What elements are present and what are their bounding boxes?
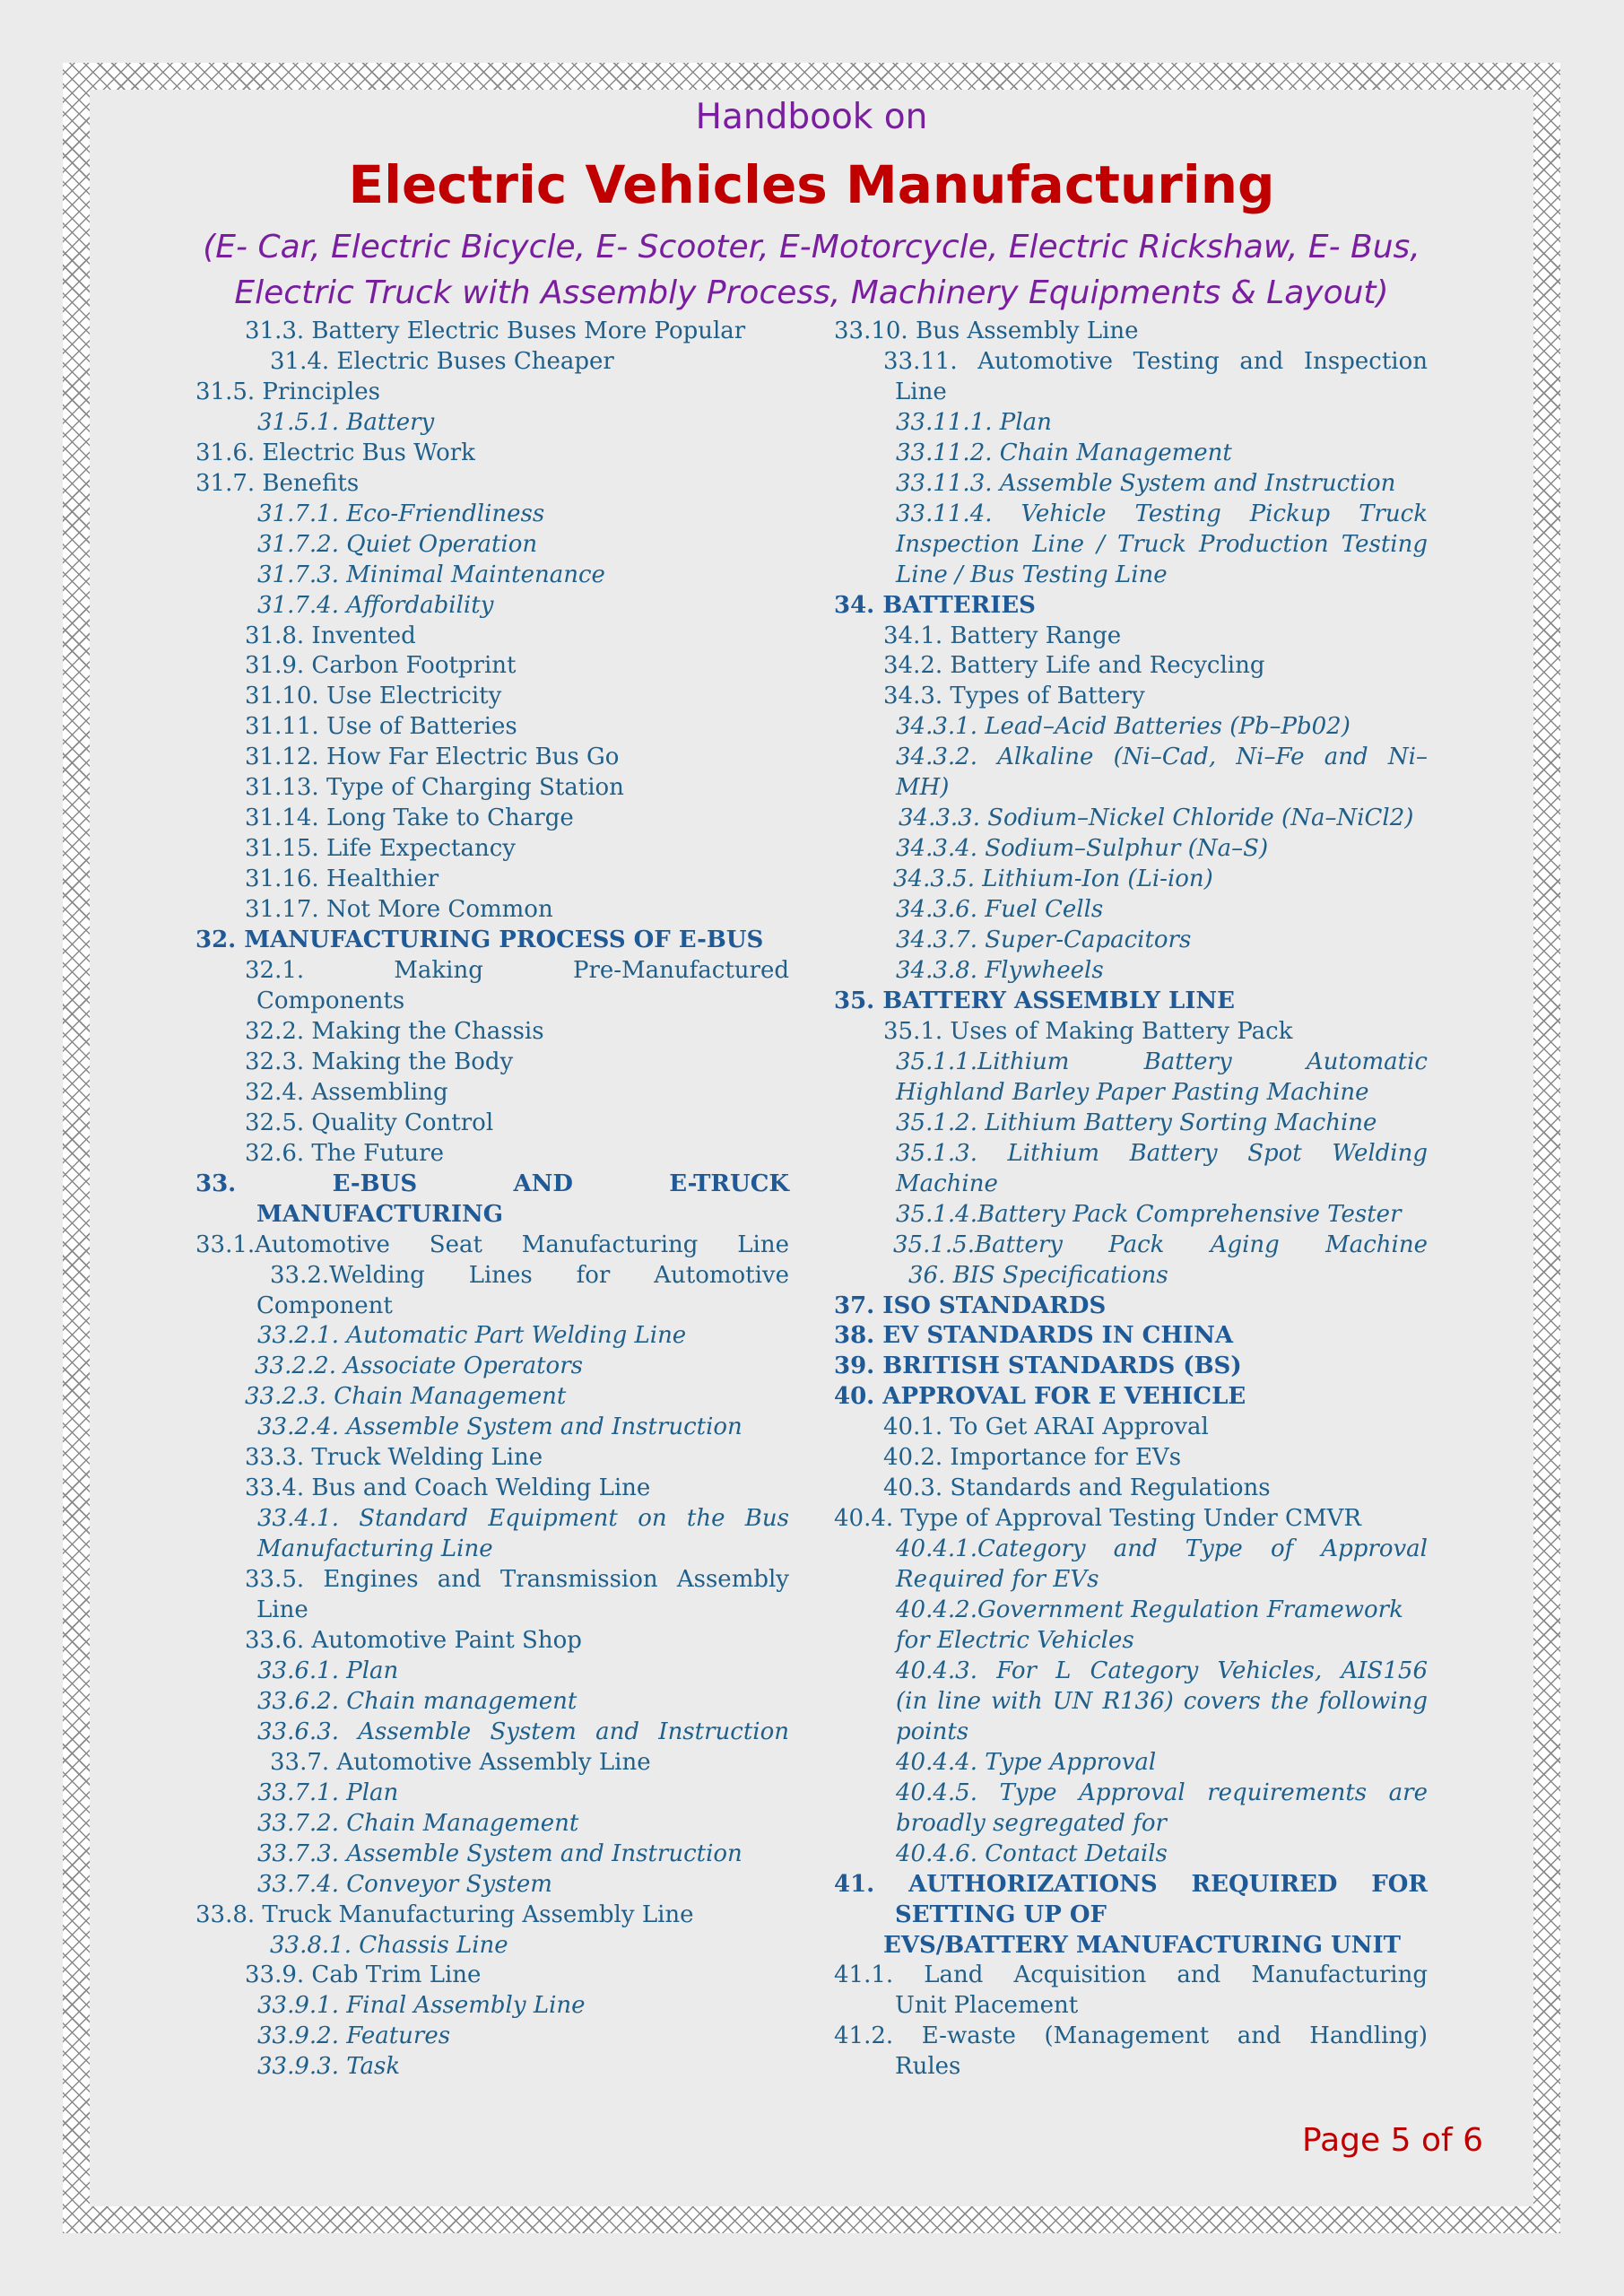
toc-entry: 31.17. Not More Common: [245, 896, 553, 924]
toc-entry: 31.12. How Far Electric Bus Go: [245, 744, 620, 771]
toc-entry: 35.1.1.Lithium Battery Automatic: [896, 1048, 1428, 1075]
toc-entry: 33.4. Bus and Coach Welding Line: [245, 1474, 651, 1502]
toc-entry: 31.11. Use of Batteries: [245, 713, 517, 741]
toc-entry: 31.10. Use Electricity: [245, 683, 502, 710]
toc-entry: 33.6. Automotive Paint Shop: [245, 1626, 582, 1654]
toc-entry: 33.7.1. Plan: [257, 1779, 399, 1806]
toc-entry: Line: [895, 378, 947, 405]
toc-entry: 40.4.4. Type Approval: [896, 1748, 1157, 1776]
toc-right-column: [834, 317, 1428, 2083]
toc-entry: 33.10. Bus Assembly Line: [834, 317, 1139, 344]
toc-entry: Highland Barley Paper Pasting Machine: [896, 1078, 1369, 1106]
toc-entry: 31.7.1. Eco-Friendliness: [257, 500, 545, 527]
toc-section-heading: 37. ISO STANDARDS: [834, 1292, 1107, 1319]
page-title: Electric Vehicles Manufacturing: [348, 154, 1275, 215]
toc-entry: 40.4. Type of Approval Testing Under CMVR: [834, 1505, 1361, 1533]
toc-section-heading: EVS/BATTERY MANUFACTURING UNIT: [883, 1931, 1401, 1959]
toc-entry: 33.7.2. Chain Management: [257, 1809, 579, 1837]
toc-entry: 31.7.3. Minimal Maintenance: [257, 561, 605, 588]
toc-entry: 31.7.4. Affordability: [257, 591, 494, 619]
handbook-label: Handbook on: [695, 97, 928, 137]
toc-section-heading: 35. BATTERY ASSEMBLY LINE: [834, 987, 1236, 1014]
subtitle-line-1: (E- Car, Electric Bicycle, E- Scooter, E-Motorcycle, Electric Rickshaw, E- Bus,: [203, 229, 1420, 265]
toc-entry: 35.1.4.Battery Pack Comprehensive Tester: [896, 1200, 1402, 1228]
toc-entry: MH): [896, 774, 950, 802]
toc-section-heading: 41. AUTHORIZATIONS REQUIRED FOR: [834, 1870, 1428, 1898]
toc-entry: 33.8. Truck Manufacturing Assembly Line: [195, 1900, 694, 1928]
toc-entry: 34.3. Types of Battery: [883, 683, 1145, 710]
toc-entry: 32.5. Quality Control: [245, 1109, 494, 1136]
toc-entry: (in line with UN R136) covers the following: [896, 1687, 1428, 1715]
toc-entry: 33.2.2. Associate Operators: [255, 1352, 583, 1380]
toc-entry: 33.6.3. Assemble System and Instruction: [257, 1718, 789, 1745]
toc-entry: 33.2.1. Automatic Part Welding Line: [257, 1322, 687, 1350]
toc-entry: broadly segregated for: [896, 1809, 1167, 1837]
toc-entry: 31.16. Healthier: [245, 865, 439, 893]
toc-entry: 40.2. Importance for EVs: [883, 1444, 1182, 1472]
toc-entry: 33.6.1. Plan: [257, 1657, 399, 1684]
toc-entry: 33.11. Automotive Testing and Inspection: [883, 347, 1428, 375]
toc-entry: 31.9. Carbon Footprint: [245, 652, 517, 680]
toc-entry: 40.3. Standards and Regulations: [883, 1474, 1271, 1502]
toc-entry: 33.9.3. Task: [257, 2053, 401, 2081]
toc-entry: 40.4.1.Category and Type of Approval: [896, 1535, 1428, 1563]
toc-section-heading: 39. BRITISH STANDARDS (BS): [834, 1352, 1242, 1380]
toc-entry: 31.5. Principles: [195, 378, 380, 405]
toc-entry: 31.6. Electric Bus Work: [195, 439, 475, 466]
toc-section-heading: 40. APPROVAL FOR E VEHICLE: [834, 1383, 1246, 1411]
toc-entry: 33.3. Truck Welding Line: [245, 1444, 543, 1472]
toc-entry: Components: [256, 987, 405, 1014]
toc-entry: 34.1. Battery Range: [883, 622, 1122, 649]
toc-entry: 31.15. Life Expectancy: [245, 835, 516, 863]
toc-entry: 35.1.5.Battery Pack Aging Machine: [893, 1231, 1428, 1258]
toc-entry: 31.13. Type of Charging Station: [245, 774, 624, 802]
toc-entry: 41.1. Land Acquisition and Manufacturing: [834, 1961, 1428, 1989]
toc-entry: 33.9.1. Final Assembly Line: [257, 1992, 586, 2020]
toc-entry: 33.2.3. Chain Management: [245, 1383, 567, 1411]
toc-entry: 33.9.2. Features: [257, 2022, 451, 2050]
toc-entry: 35.1.2. Lithium Battery Sorting Machine: [896, 1109, 1377, 1136]
toc-entry: 40.4.2.Government Regulation Framework: [896, 1596, 1403, 1624]
toc-entry: 36. BIS Specifications: [908, 1261, 1168, 1289]
toc-entry: 34.3.3. Sodium–Nickel Chloride (Na–NiCl2): [899, 804, 1414, 832]
toc-entry: 33.8.1. Chassis Line: [270, 1931, 508, 1959]
page-number: Page 5 of 6: [1302, 2122, 1483, 2159]
toc-section-heading: 34. BATTERIES: [834, 591, 1036, 619]
toc-section-heading: SETTING UP OF: [895, 1900, 1107, 1928]
toc-entry: 40.4.6. Contact Details: [896, 1839, 1168, 1867]
toc-section-heading: 38. EV STANDARDS IN CHINA: [834, 1322, 1234, 1350]
toc-entry: 33.11.4. Vehicle Testing Pickup Truck: [896, 500, 1428, 527]
toc-entry: 31.14. Long Take to Charge: [245, 804, 574, 832]
page-subtitle: [90, 224, 1533, 316]
toc-entry: 34.3.7. Super-Capacitors: [896, 926, 1192, 954]
toc-entry: 40.1. To Get ARAI Approval: [883, 1413, 1209, 1441]
toc-entry: 33.7. Automotive Assembly Line: [270, 1748, 651, 1776]
toc-entry: 33.1.Automotive Seat Manufacturing Line: [195, 1231, 789, 1258]
toc-entry: Required for EVs: [896, 1566, 1099, 1594]
toc-entry: 34.3.1. Lead–Acid Batteries (Pb–Pb02): [896, 713, 1350, 741]
toc-entry: 31.3. Battery Electric Buses More Popular: [245, 317, 746, 344]
toc-entry: Unit Placement: [895, 1992, 1079, 2020]
toc-entry: Line: [256, 1596, 308, 1624]
toc-entry: 33.6.2. Chain management: [257, 1687, 578, 1715]
toc-entry: 32.4. Assembling: [245, 1078, 448, 1106]
toc-entry: Inspection Line / Truck Production Testing: [896, 530, 1428, 558]
toc-entry: 41.2. E-waste (Management and Handling): [834, 2022, 1428, 2050]
toc-entry: 33.2.Welding Lines for Automotive: [270, 1261, 789, 1289]
toc-left-column: [195, 317, 789, 2083]
toc-entry: 31.7.2. Quiet Operation: [257, 530, 538, 558]
toc-section-heading: 32. MANUFACTURING PROCESS OF E-BUS: [195, 926, 764, 954]
toc-entry: 33.11.3. Assemble System and Instruction: [896, 469, 1396, 497]
toc-entry: 33.4.1. Standard Equipment on the Bus: [257, 1505, 789, 1533]
subtitle-line-2: Electric Truck with Assembly Process, Machinery Equipments & Layout): [234, 274, 1389, 311]
toc-entry: Component: [256, 1292, 393, 1319]
toc-entry: 31.5.1. Battery: [257, 408, 435, 436]
toc-entry: 34.3.4. Sodium–Sulphur (Na–S): [896, 835, 1269, 863]
toc-entry: 33.2.4. Assemble System and Instruction: [257, 1413, 743, 1441]
toc-entry: Manufacturing Line: [257, 1535, 493, 1563]
toc-entry: points: [896, 1718, 969, 1745]
toc-entry: for Electric Vehicles: [896, 1626, 1134, 1654]
toc-entry: 33.7.3. Assemble System and Instruction: [257, 1839, 743, 1867]
toc-entry: 31.7. Benefits: [195, 469, 360, 497]
toc-entry: 32.2. Making the Chassis: [245, 1017, 544, 1045]
toc-entry: 34.3.6. Fuel Cells: [896, 896, 1104, 924]
toc-entry: 35.1.3. Lithium Battery Spot Welding: [896, 1139, 1428, 1167]
toc-entry: 33.11.2. Chain Management: [896, 439, 1232, 466]
toc-section-heading: MANUFACTURING: [256, 1200, 503, 1228]
toc-entry: 34.3.8. Flywheels: [896, 957, 1104, 985]
toc-entry: 31.8. Invented: [245, 622, 416, 649]
toc-entry: 33.11.1. Plan: [896, 408, 1052, 436]
toc-entry: Rules: [895, 2053, 961, 2081]
toc-entry: 34.2. Battery Life and Recycling: [883, 652, 1265, 680]
toc-entry: 34.3.2. Alkaline (Ni–Cad, Ni–Fe and Ni–: [896, 744, 1428, 771]
toc-entry: 40.4.3. For L Category Vehicles, AIS156: [896, 1657, 1428, 1684]
toc-entry: 32.3. Making the Body: [245, 1048, 514, 1075]
toc-entry: 34.3.5. Lithium-Ion (Li-ion): [893, 865, 1213, 893]
toc-entry: 33.7.4. Conveyor System: [257, 1870, 552, 1898]
toc-entry: 40.4.5. Type Approval requirements are: [896, 1779, 1428, 1806]
toc-entry: 33.9. Cab Trim Line: [245, 1961, 482, 1989]
toc-entry: 35.1. Uses of Making Battery Pack: [883, 1017, 1293, 1045]
toc-section-heading: 33. E-BUS AND E-TRUCK: [195, 1170, 789, 1197]
toc-entry: 33.5. Engines and Transmission Assembly: [245, 1566, 789, 1594]
toc-entry: 32.1. Making Pre-Manufactured: [245, 957, 789, 985]
toc-entry: 31.4. Electric Buses Cheaper: [270, 347, 614, 375]
toc-entry: 32.6. The Future: [245, 1139, 444, 1167]
toc-entry: Line / Bus Testing Line: [896, 561, 1168, 588]
toc-entry: Machine: [896, 1170, 998, 1197]
